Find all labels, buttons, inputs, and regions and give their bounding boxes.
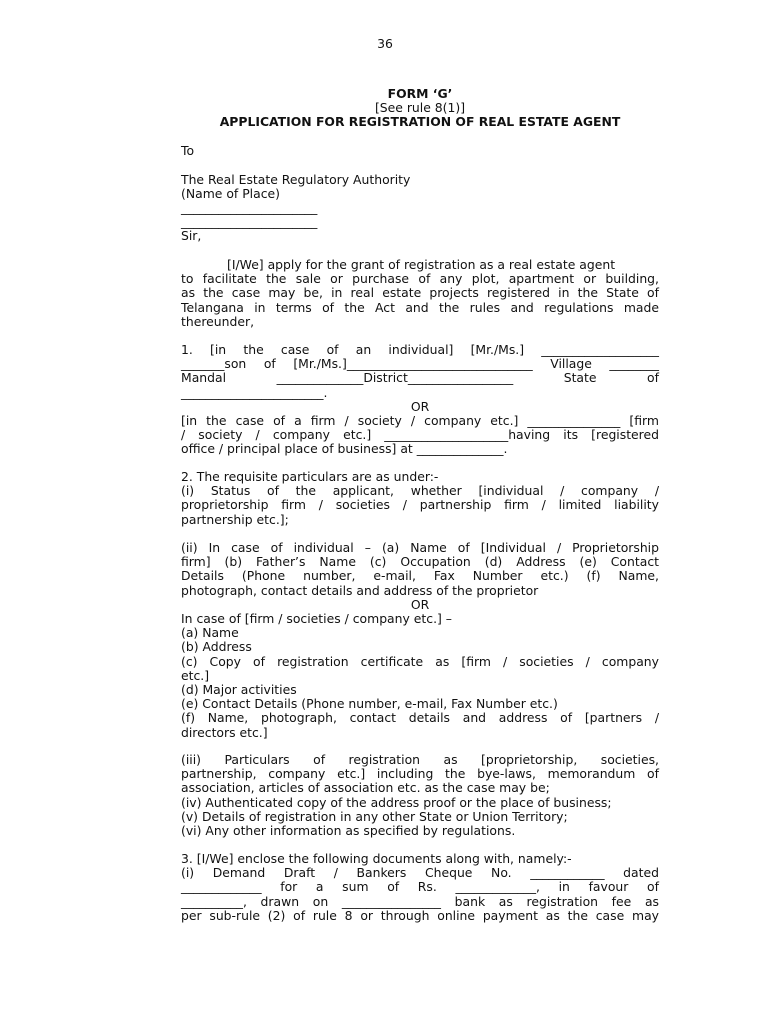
section-1-firm-line: [in the case of a firm / society / company etc.] _______________ [firm: [181, 413, 659, 429]
sub-item-e: (e) Contact Details (Phone number, e-mail, Fax Number etc.): [181, 696, 558, 712]
section-2: [181, 470, 659, 527]
rule-reference: [See rule 8(1)]: [374, 100, 466, 115]
sub-item-d: (d) Major activities: [181, 682, 297, 698]
form-title: APPLICATION FOR REGISTRATION OF REAL ESTATE AGENT: [219, 114, 621, 129]
section-3-line: per sub-rule (2) of rule 8 or through online payment as the case may: [181, 907, 659, 923]
item-iii-line: association, articles of association etc. as the case may be;: [181, 780, 550, 796]
to-line: To: [181, 143, 195, 158]
sub-item-f: (f) Name, photograph, contact details and address of [partners /: [181, 710, 659, 726]
intro-line: to facilitate the sale or purchase of any plot, apartment or building,: [181, 271, 659, 287]
item-iii-line: (iii) Particulars of registration as [proprietorship, societies,: [181, 752, 659, 767]
section-1: [181, 343, 659, 457]
sub-item-c: (c) Copy of registration certificate as [firm / societies / company: [181, 653, 659, 669]
intro-line: thereunder,: [181, 313, 255, 329]
section-3-line: __________, drawn on ________________ bank as registration fee as: [181, 893, 659, 909]
sub-item-a: (a) Name: [181, 625, 239, 641]
intro-line: Telangana in terms of the Act and the rules and regulations made: [181, 299, 659, 315]
section-2-item-i: proprietorship firm / societies / partnership firm / limited liability: [181, 497, 659, 513]
intro-line: [I/We] apply for the grant of registration as a real estate agent: [227, 257, 616, 272]
page-number: 36: [377, 36, 393, 51]
section-3: [181, 852, 659, 923]
address-blank-1: ______________________: [181, 200, 318, 215]
section-2-items-iii-vi: [181, 753, 659, 838]
section-2-item-i: (i) Status of the applicant, whether [individual / company /: [181, 483, 659, 499]
salutation: Sir,: [181, 228, 202, 243]
place-line: (Name of Place): [181, 186, 280, 201]
section-3-line: (i) Demand Draft / Bankers Cheque No. ____________ dated: [181, 865, 659, 881]
section-1-firm-line: office / principal place of business] at ______________.: [181, 441, 508, 457]
section-1-line: _______son of [Mr./Ms.]______________________________ Village ________: [181, 356, 659, 372]
section-1-line: _______________________.: [181, 384, 328, 400]
sub-item-f-cont: directors etc.]: [181, 724, 268, 740]
item-ii-line: firm] (b) Father’s Name (c) Occupation (d) Address (e) Contact: [181, 554, 659, 570]
section-2-item-i: partnership etc.];: [181, 511, 289, 527]
intro-paragraph: [181, 258, 659, 329]
form-label: FORM ‘G’: [387, 86, 453, 101]
item-vi: (vi) Any other information as specified by regulations.: [181, 823, 516, 839]
section-2-item-ii: [181, 541, 659, 740]
section-1-or: OR: [410, 398, 430, 414]
authority-line: The Real Estate Regulatory Authority: [181, 172, 411, 187]
firm-case-line: In case of [firm / societies / company etc.] –: [181, 611, 452, 627]
address-blank-2: ______________________: [181, 214, 318, 229]
item-ii-line: photograph, contact details and address of the proprietor: [181, 582, 539, 598]
item-iv: (iv) Authenticated copy of the address proof or the place of business;: [181, 794, 612, 810]
section-1-line: 1. [in the case of an individual] [Mr./Ms.] ___________________: [181, 342, 659, 357]
section-2-intro: 2. The requisite particulars are as under:-: [181, 469, 439, 484]
item-ii-line: Details (Phone number, e-mail, Fax Number etc.) (f) Name,: [181, 568, 659, 584]
sub-item-b: (b) Address: [181, 639, 252, 655]
section-3-line: _____________ for a sum of Rs. _____________, in favour of: [181, 879, 659, 895]
intro-line: as the case may be, in real estate projects registered in the State of: [181, 285, 659, 301]
item-ii-or: OR: [410, 596, 430, 612]
section-1-firm-line: / society / company etc.] ____________________having its [registered: [181, 427, 659, 443]
item-ii-line: (ii) In case of individual – (a) Name of [Individual / Proprietorship: [181, 540, 659, 555]
section-1-line: Mandal ______________District_________________ State of: [181, 370, 659, 386]
sub-item-c-cont: etc.]: [181, 667, 210, 683]
section-3-intro: 3. [I/We] enclose the following documents along with, namely:-: [181, 851, 572, 866]
item-v: (v) Details of registration in any other State or Union Territory;: [181, 808, 568, 824]
item-iii-line: partnership, company etc.] including the bye-laws, memorandum of: [181, 766, 659, 782]
